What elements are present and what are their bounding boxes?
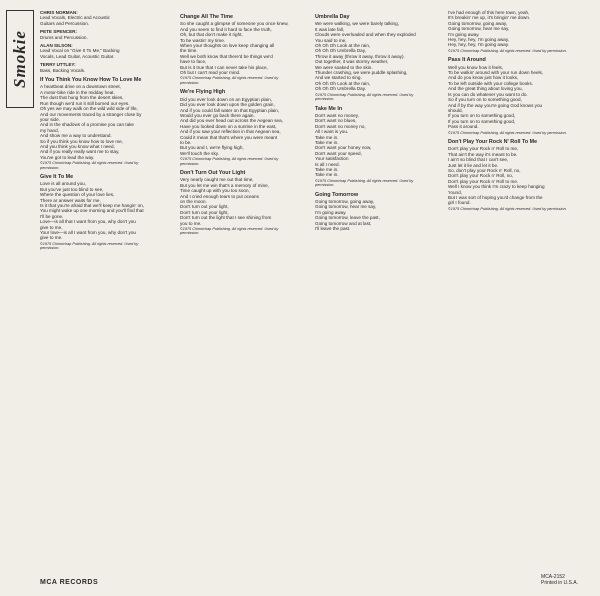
lyric-line: Don't turn out the light that I see shining from: [180, 215, 272, 221]
lyric-line: Is you can do whatever you want to do.: [448, 91, 528, 97]
lyric-line: you to me.: [180, 220, 202, 226]
lyric-line: If you turn on to something good,: [448, 118, 516, 124]
lyric-line: I've had enough of this here town, yeah,: [448, 10, 530, 15]
copyright-credit: ©1975 Chinnichap Publishing. All rights reserved. Used by permission.: [180, 157, 279, 166]
member-role: Bass, Backing Vocals.: [40, 67, 86, 73]
record-label: MCA RECORDS: [40, 579, 99, 586]
lyric-line: Just let it lie and let it be.: [448, 162, 499, 168]
song-block: [180, 15, 298, 85]
printed-in: Printed in U.S.A.: [541, 580, 578, 586]
lyric-line: And I cried enough tears to put oceans: [180, 193, 259, 199]
catalog-info: [541, 574, 578, 586]
song-block: [180, 90, 298, 166]
copyright-credit: ©1975 Chinnichap Publishing. All rights reserved. Used by permission.: [448, 206, 567, 211]
member-role: Vocals, Lead Guitar, Acoustic Guitar.: [40, 53, 115, 59]
lyric-line: Throw it away (throw it away, throw it away).: [315, 53, 405, 59]
lyric-line: I'll be gone.: [40, 213, 64, 219]
copyright-credit: ©1975 Chinnichap Publishing. All rights reserved. Used by permission.: [448, 130, 567, 135]
song-title: Give It To Me: [40, 173, 74, 180]
lyric-line: But is it true that I can never take his place,: [180, 64, 268, 70]
lyric-line: have to face,: [180, 59, 207, 65]
lyric-line: And we started to sing.: [315, 75, 362, 81]
song-block: [40, 175, 158, 251]
lyric-line: And if you really really want me to stay,: [40, 149, 120, 155]
song-title: Going Tomorrow: [315, 191, 359, 198]
lyric-line: But you let me win that's a memory of mine,: [180, 182, 269, 188]
lyric-line: give to me.: [40, 235, 63, 241]
lyric-line: But you and I, we're flying high,: [180, 145, 244, 151]
lyric-line: And if you saw your reflection in that Aegean sea,: [180, 129, 281, 135]
lyric-line: Hey, hey, hey, I'm going away.: [448, 42, 510, 48]
song-block: [448, 10, 574, 53]
lyric-line: And the great thing about loving you,: [448, 86, 523, 92]
lyric-line: That ain't the way it's meant to be.: [448, 151, 518, 157]
lyric-line: Going tomorrow and at last,: [315, 220, 372, 226]
lyric-line: Don't want your speed,: [315, 150, 362, 156]
lyric-line: Oh yes we may walk on the wild wild side of life,: [40, 106, 138, 112]
lyric-line: Your satisfaction: [315, 156, 349, 162]
member-credit: [40, 62, 158, 73]
lyric-line: Did you ever look down on an Egyptian plain,: [180, 96, 272, 102]
lyric-line: Going tomorrow, going away,: [448, 20, 508, 26]
lyric-line: the time.: [180, 48, 198, 54]
member-role: Guitars and Percussion.: [40, 20, 90, 26]
lyric-line: Don't want no money,: [315, 112, 359, 118]
lyric-line: Going tomorrow, hear me say,: [448, 26, 510, 32]
lyric-line: When your thoughts on love keep changing all: [180, 43, 275, 49]
member-role: Lead Vocals, Electric and Acoustic: [40, 15, 110, 21]
member-name: ALAN SILSON:: [40, 43, 73, 49]
lyric-line: And in the shadows of a promise you can take: [40, 122, 134, 128]
lyric-line: To be wastin' my time.: [180, 37, 226, 43]
lyric-line: Oh Oh Oh Umbrella Day.: [315, 86, 366, 92]
lyric-line: Well you know how it feels,: [448, 64, 504, 70]
lyric-line: Could it mean that that's where you were meant: [180, 134, 278, 140]
lyric-line: 'round,: [448, 189, 462, 195]
copyright-credit: ©1975 Chinnichap Publishing. All rights reserved. Used by permission.: [40, 161, 139, 170]
lyric-line: Oh Oh Oh Umbrella Day,: [315, 48, 366, 54]
lyric-line: Run though we'd run it still burned our eyes.: [40, 100, 130, 106]
copyright-credit: ©1975 Chinnichap Publishing. All rights reserved. Used by permission.: [315, 178, 414, 188]
lyric-line: A motor-bike ride in the midday heat.: [40, 89, 115, 95]
lyric-line: my hand,: [40, 127, 59, 133]
lyric-line: your side.: [40, 116, 60, 122]
song-block: [448, 140, 574, 211]
lyric-line: Out together, it was stormy weather,: [315, 59, 389, 65]
song-title: We're Flying High: [180, 89, 226, 96]
member-credit: [40, 29, 158, 40]
song-block: [448, 58, 574, 135]
lyric-line: We were walking, we were barely talking,: [315, 21, 399, 27]
lyric-line: Don't want no blues,: [315, 118, 357, 124]
lyric-line: You might wake up one morning and you'll find that: [40, 208, 144, 214]
song-title: Umbrella Day: [315, 14, 350, 20]
lyric-line: We were soaked to the skin.: [315, 64, 373, 70]
lyric-line: So she caught a glimpse of someone you once knew,: [180, 21, 289, 27]
column-4: [448, 10, 574, 211]
lyric-line: Oh, but that don't make it right,: [180, 32, 243, 38]
column-2: [180, 10, 298, 236]
lyric-line: Take me in.: [315, 139, 339, 145]
song-title: If You Think You Know How To Love Me: [40, 77, 142, 84]
lyric-line: And do you know just how it looks,: [448, 75, 519, 81]
lyric-line: There ar answer waits for me.: [40, 197, 101, 203]
lyric-line: So if you think you know how to love me,: [40, 138, 123, 144]
copyright-credit: ©1975 Chinnichap Publishing. All rights reserved. Used by permission.: [180, 227, 279, 236]
lyric-line: Oh Oh Oh Look at the rain,: [315, 80, 371, 86]
lyric-line: All I want is you.: [315, 129, 349, 135]
lyric-line: to be.: [180, 139, 192, 145]
song-title: Take Me In: [315, 105, 343, 112]
song-block: [315, 107, 433, 188]
lyric-line: Your love—is all I want from you, why don't you: [40, 230, 136, 236]
lyric-line: on the moon.: [180, 199, 207, 204]
lyric-line: Don't want your honey now,: [315, 145, 372, 151]
band-logo: [6, 10, 34, 108]
member-credit: [40, 43, 158, 59]
lyric-line: Would you ever go back there again.: [180, 112, 255, 118]
lyric-line: Have you looked down on a sunrise in the east,: [180, 123, 277, 129]
lyric-line: But you've just too blind to see,: [40, 186, 104, 192]
band-logo-text: Smokie: [10, 30, 29, 88]
lyric-line: Going tomorrow, leave the past,: [315, 215, 380, 221]
lyric-line: Don't play your Rock n' Roll to me,: [448, 146, 519, 152]
song-block: [180, 171, 298, 236]
lyric-line: Don't want no money no,: [315, 123, 366, 129]
copyright-credit: ©1975 Chinnichap Publishing. All rights reserved. Used by permission.: [315, 92, 414, 102]
lyric-line: And if by the way you're going God knows you: [448, 102, 543, 108]
lyric-line: Where the question of your love lies,: [40, 192, 115, 198]
song-block: [40, 78, 158, 170]
lyric-line: So, don't play your Rock n' Roll, no,: [448, 167, 521, 173]
lyric-line: Going tomorrow, going away,: [315, 199, 375, 204]
lyric-line: Hey, hey, hey, I'm going away,: [448, 37, 510, 43]
lyric-line: Time caught up with you too soon,: [180, 188, 250, 194]
lyric-line: Well we both know that there'd be things we'd: [180, 53, 273, 59]
song-block: [315, 193, 433, 232]
lyric-line: So if you turn on to something good,: [448, 97, 522, 103]
lyric-line: Thunder crashing, we were puddle splashing,: [315, 70, 408, 76]
song-title: Don't Play Your Rock N' Roll To Me: [448, 138, 538, 145]
lyric-line: I ain't so blind that I can't see,: [448, 157, 509, 163]
lyric-line: It's breakin' me up, it's bringin' me down.: [448, 15, 531, 21]
lyric-line: You've got to lead the way.: [40, 154, 95, 160]
lyric-line: But I was sort of hoping you'd change from the: [448, 195, 543, 200]
copyright-credit: ©1975 Chinnichap Publishing. All rights reserved. Used by permission.: [448, 48, 567, 53]
lyric-line: And if you could fall water on that Egyptian plain,: [180, 107, 280, 113]
lyric-line: And you seem to find it hard to face the truth,: [180, 26, 272, 32]
lyric-line: Did you ever look down upon the golden grain,: [180, 102, 275, 108]
song-title: Don't Turn Out Your Light: [180, 169, 246, 176]
lyric-line: Don't play your Rock n' Roll to me.: [448, 178, 519, 184]
lyric-line: The dust that hung from the desert skies,: [40, 95, 124, 101]
lyric-line: Very nearly caught me out that time,: [180, 177, 254, 183]
lyric-line: Take me in.: [315, 166, 339, 172]
lyric-line: Going tomorrow, hear me say,: [315, 204, 377, 210]
member-credit: [40, 10, 158, 26]
lyric-line: Love—is all that I want from you, why don't you: [40, 219, 136, 225]
lyric-line: I'm going away.: [448, 31, 480, 37]
lyric-line: Don't play your Rock n' Roll, no,: [448, 173, 514, 179]
member-name: CHRIS NORMAN:: [40, 10, 78, 15]
lyric-line: Oh Oh Oh Look at the rain,: [315, 43, 371, 49]
lyric-line: A heartbeat drive on a downtown street,: [40, 84, 121, 90]
lyric-line: It was late fall,: [315, 26, 345, 32]
column-1: [40, 10, 158, 251]
song-title: Pass It Around: [448, 57, 486, 64]
lyric-line: give to me,: [40, 224, 63, 230]
copyright-credit: ©1975 Chinnichap Publishing. All rights reserved. Used by permission.: [180, 76, 279, 85]
lyric-line: Is it that you're afraid that we'll keep me hangin' on,: [40, 203, 145, 208]
lyric-line: I'm going away.: [315, 209, 347, 215]
lyric-line: And our movements traced by a stranger close by: [40, 111, 142, 117]
lyric-line: To be walkin' around with your run down heels,: [448, 70, 544, 76]
members-list: [40, 10, 158, 73]
song-block: [315, 15, 433, 102]
lyric-line: Is all I need.: [315, 161, 340, 167]
song-title: Change All The Time: [180, 14, 234, 20]
lyric-line: Pass it around.: [448, 124, 479, 130]
member-role: Lead Vocal on "Give It To Me," Backing: [40, 48, 120, 54]
member-name: TERRY UTTLEY:: [40, 62, 76, 68]
lyric-line: We'll touch the sky.: [180, 150, 220, 156]
lyric-line: And show me a way to understand.: [40, 133, 112, 139]
lyric-line: should,: [448, 107, 463, 113]
copyright-credit: ©1975 Chinnichap Publishing. All rights reserved. Used by permission.: [40, 241, 139, 251]
catalog-number: MCA-2152: [541, 574, 565, 580]
lyric-line: Don't turn out your light,: [180, 204, 229, 210]
member-name: PETE SPENCER:: [40, 29, 78, 35]
lyric-line: Don't turn out your light,: [180, 209, 229, 215]
lyric-line: Take me in.: [315, 134, 339, 140]
lyric-line: And you think you know what I need,: [40, 143, 115, 149]
column-3: [315, 10, 433, 231]
lyric-line: Well I know you think I'm crazy to keep hanging: [448, 184, 545, 190]
lyric-line: girl I found.: [448, 200, 471, 206]
lyric-line: And did you ever head out across the Aegean sea,: [180, 118, 283, 124]
member-role: Drums and Percussion.: [40, 34, 88, 40]
lyric-line: Oh but I can't read your mind.: [180, 70, 241, 76]
lyric-line: You said to me,: [315, 37, 347, 43]
lyric-line: I'll leave the past.: [315, 226, 351, 232]
lyric-line: Love is all around you,: [40, 181, 86, 187]
lyric-line: To be left outside with your college books.: [448, 80, 534, 86]
lyric-line: If you turn on to something good,: [448, 113, 516, 119]
lyric-line: Take me in.: [315, 172, 339, 178]
lyric-line: Clouds were overloaded and when they exploded: [315, 32, 416, 38]
